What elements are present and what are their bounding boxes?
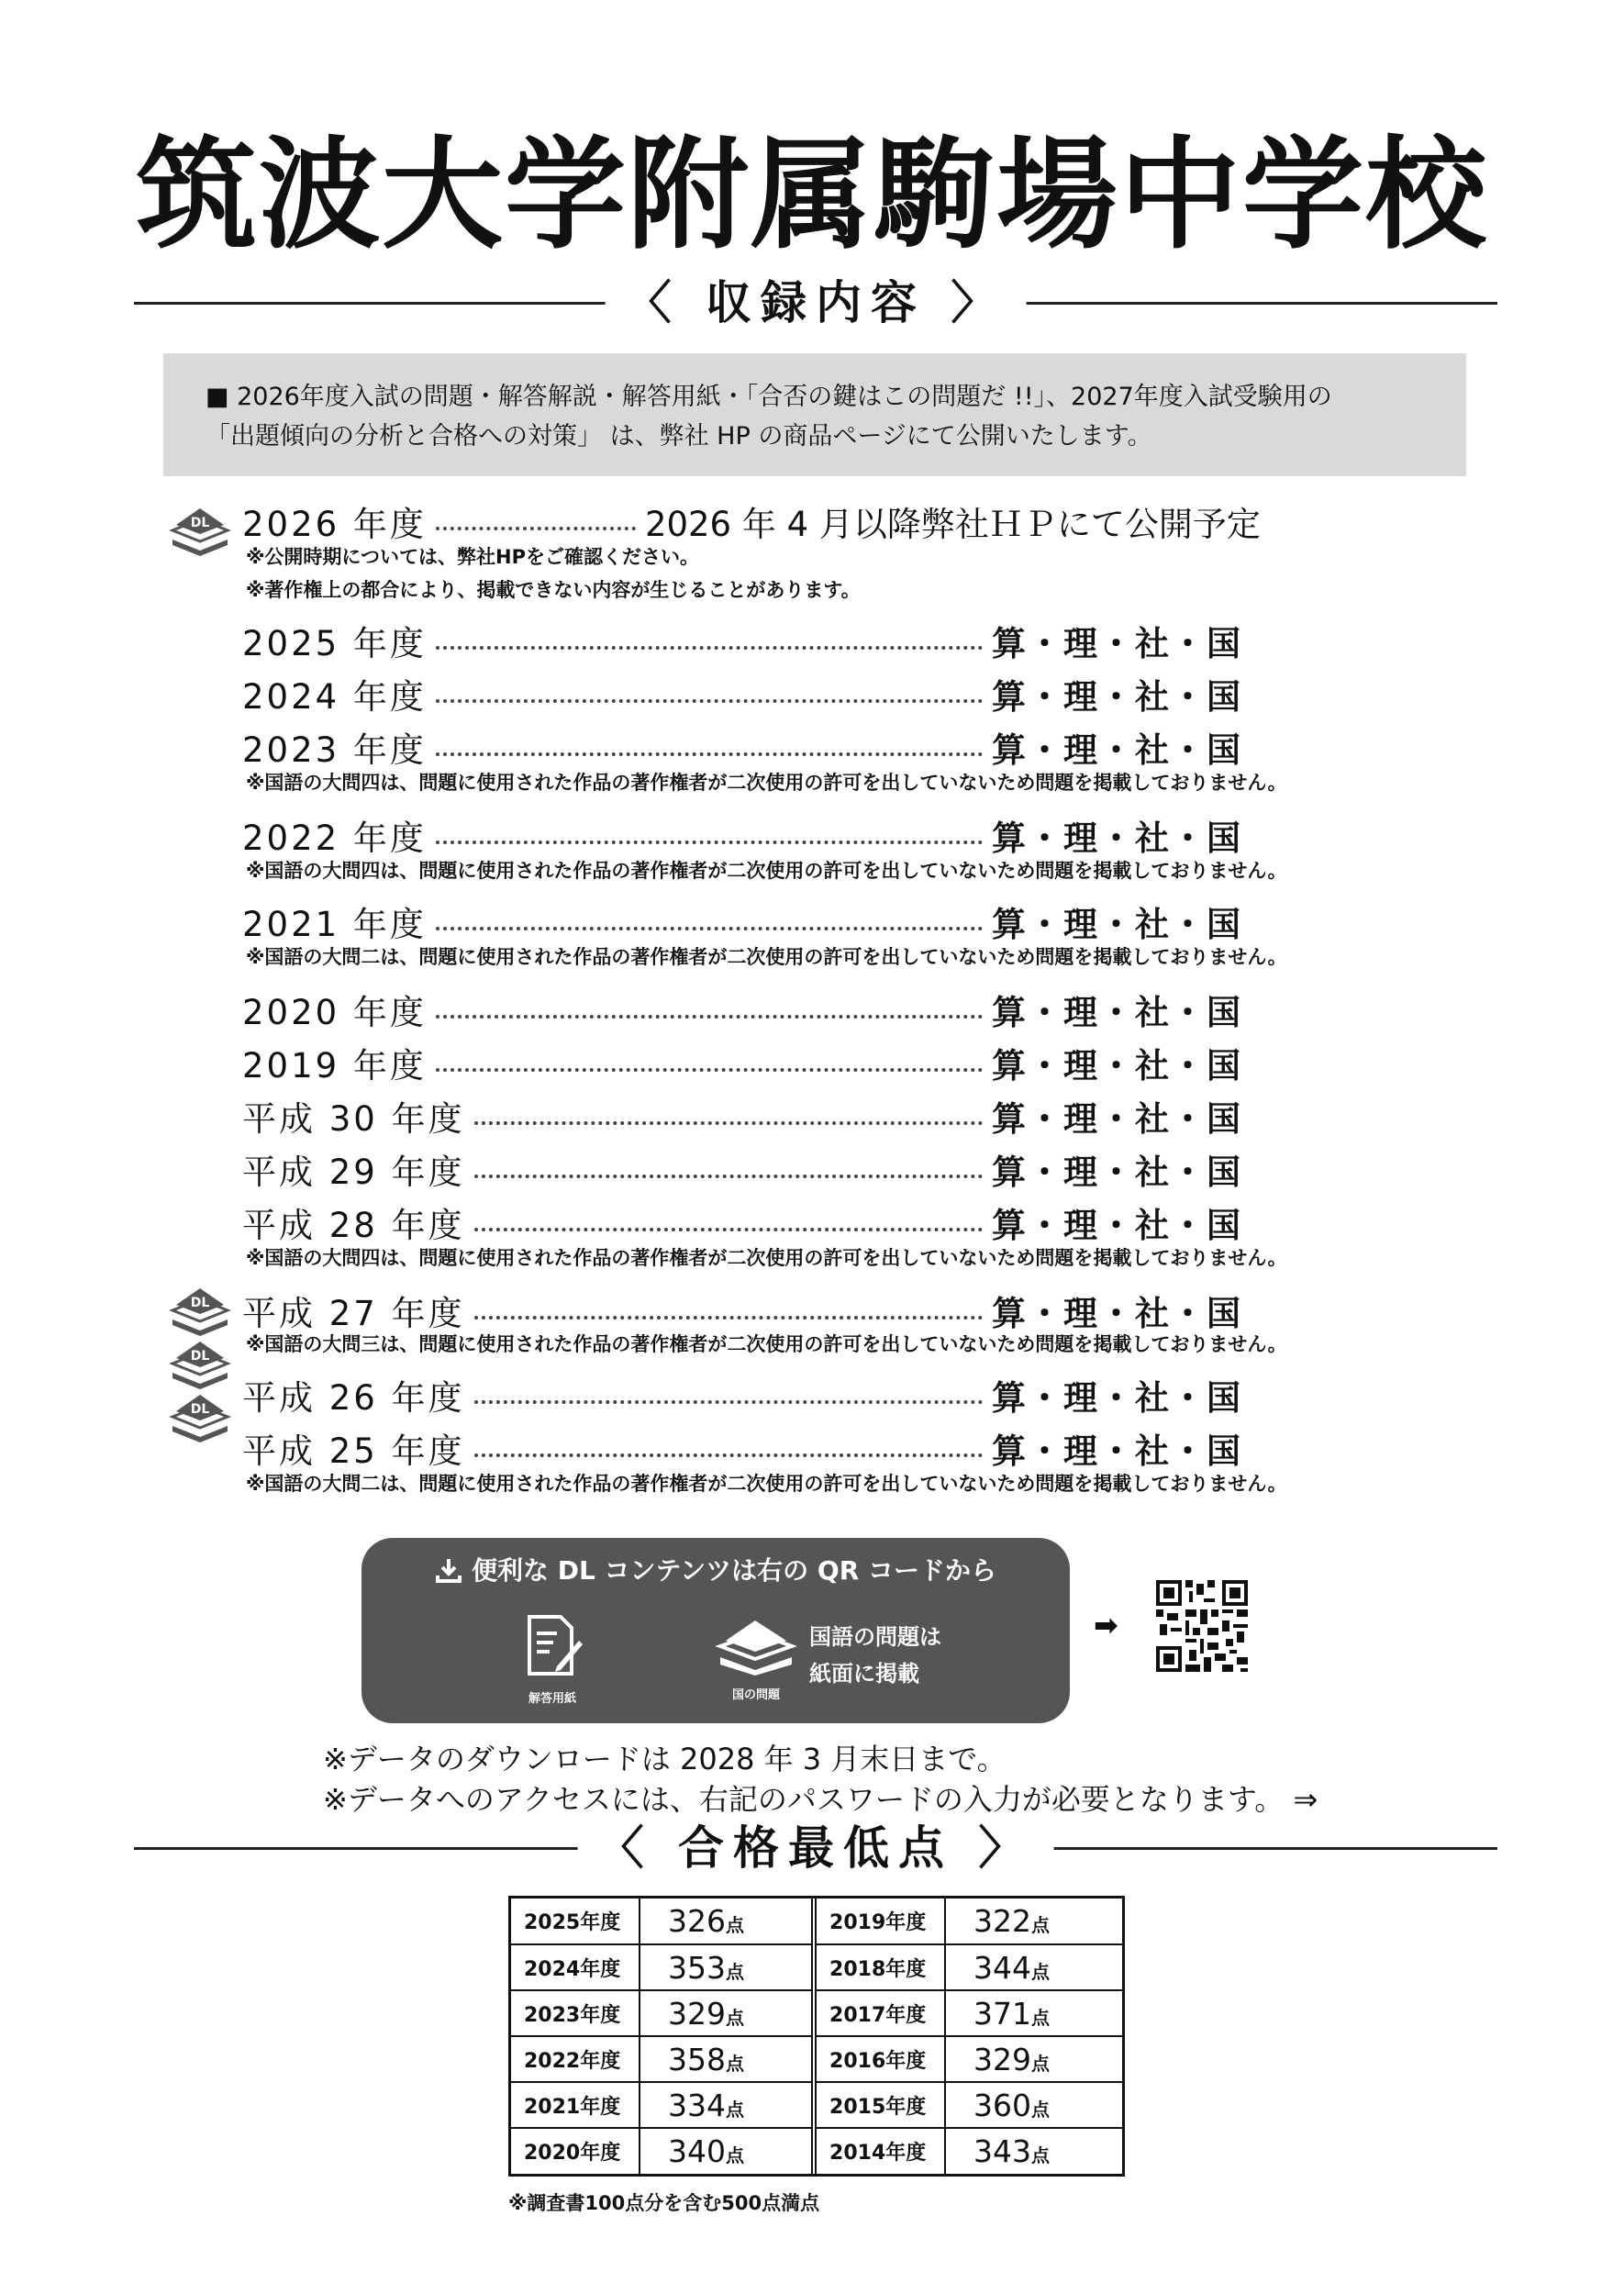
scores-footnote: ※調査書100点分を含む500点満点 <box>508 2192 820 2214</box>
year-label: 2021 年度 <box>242 905 427 944</box>
score-unit: 点 <box>726 1914 744 1936</box>
copyright-note: ※国語の大問四は、問題に使用された作品の著作権者が二次使用の許可を出していないため問題を掲載しておりません。 <box>246 860 1287 882</box>
score-number: 326 <box>668 1903 726 1939</box>
copyright-note: ※国語の大問三は、問題に使用された作品の著作権者が二次使用の許可を出していないため問題を掲載しておりません。 <box>246 1333 1287 1355</box>
score-unit: 点 <box>726 2052 744 2075</box>
year-label: 2022 年度 <box>242 818 427 858</box>
dl-box-heading-text: 便利な DL コンテンツは右の QR コードから <box>471 1555 997 1586</box>
subjects-label: 算・理・社・国 <box>992 1046 1242 1086</box>
score-value <box>640 2082 814 2128</box>
page-title: 筑波大学附属駒場中学校 <box>136 125 1488 266</box>
download-note-1: ※データのダウンロードは 2028 年 3 月末日まで。 <box>323 1742 1007 1776</box>
leader-dots <box>474 1195 983 1231</box>
subjects-label: 算・理・社・国 <box>992 1378 1242 1418</box>
leader-dots <box>436 894 983 930</box>
year-row <box>242 1039 1242 1086</box>
notice-line-2: 「出題傾向の分析と合格への対策」 は、弊社 HP の商品ページにて公開いたします。 <box>206 422 1152 451</box>
year-row <box>242 670 1242 718</box>
year-row <box>242 986 1242 1033</box>
score-number: 343 <box>973 2133 1032 2169</box>
download-book-icon <box>169 1336 231 1389</box>
score-unit: 点 <box>726 2144 744 2166</box>
year-row-2026 <box>242 497 1261 545</box>
score-number: 344 <box>973 1949 1032 1986</box>
subjects-label: 算・理・社・国 <box>992 730 1242 770</box>
table-row <box>511 1944 814 1990</box>
score-year: 2022年度 <box>511 2036 640 2082</box>
year-label: 2024 年度 <box>242 677 427 717</box>
score-year: 2015年度 <box>817 2082 945 2128</box>
year-label: 平成 30 年度 <box>242 1099 465 1139</box>
score-number: 322 <box>973 1903 1032 1939</box>
dl-icon-label: DL <box>190 1349 210 1364</box>
score-unit: 点 <box>1031 2144 1051 2166</box>
score-value <box>945 1990 1122 2036</box>
answer-sheet-icon <box>520 1613 584 1679</box>
leader-dots <box>474 1420 983 1457</box>
scores-table-right <box>817 1899 1122 2174</box>
table-row <box>817 2128 1122 2174</box>
subjects-label: 算・理・社・国 <box>992 1431 1242 1471</box>
table-row <box>817 2082 1122 2128</box>
release-note-1: ※公開時期については、弊社HPをご確認ください。 <box>246 546 699 568</box>
year-row <box>242 1145 1242 1193</box>
score-number: 353 <box>668 1949 726 1986</box>
subjects-label: 算・理・社・国 <box>992 905 1242 944</box>
subjects-label: 算・理・社・国 <box>992 993 1242 1032</box>
subjects-label: 算・理・社・国 <box>992 1153 1242 1192</box>
table-row <box>511 1899 814 1944</box>
qr-code[interactable] <box>1156 1580 1248 1672</box>
leader-dots <box>474 1367 983 1404</box>
score-unit: 点 <box>1031 2052 1051 2075</box>
score-value <box>945 1944 1122 1990</box>
score-year: 2017年度 <box>817 1990 945 2036</box>
score-unit: 点 <box>1031 2098 1051 2121</box>
table-row <box>511 2128 814 2174</box>
scores-table-left <box>511 1899 817 2174</box>
dl-box-heading <box>362 1551 1070 1587</box>
feature-answer-sheet <box>516 1613 589 1706</box>
leader-dots <box>474 1088 983 1125</box>
score-unit: 点 <box>1031 1960 1051 1983</box>
download-book-icon <box>169 503 231 556</box>
score-unit: 点 <box>726 1960 744 1983</box>
year-label: 平成 25 年度 <box>242 1431 465 1471</box>
subjects-label: 算・理・社・国 <box>992 1099 1242 1139</box>
year-row <box>242 723 1242 771</box>
score-number: 340 <box>668 2133 726 2169</box>
year-row <box>242 1092 1242 1140</box>
year-label: 平成 26 年度 <box>242 1378 465 1418</box>
dl-icon-label: DL <box>190 1402 210 1417</box>
table-row <box>511 2082 814 2128</box>
year-label: 2025 年度 <box>242 624 427 663</box>
year-row <box>242 1371 1242 1419</box>
feature-3-line-2: 紙面に掲載 <box>809 1661 919 1687</box>
leader-dots <box>436 613 983 650</box>
year-label: 2026 年度 <box>242 505 427 544</box>
score-year: 2019年度 <box>817 1899 945 1944</box>
feature-3-text <box>809 1619 941 1692</box>
year-row <box>242 1286 1242 1334</box>
leader-dots <box>436 494 636 530</box>
table-row <box>817 2036 1122 2082</box>
year-label: 2020 年度 <box>242 993 427 1032</box>
leader-dots <box>436 1035 983 1072</box>
contents-heading-label: 〈 収録内容 〉 <box>606 275 1027 330</box>
leader-dots <box>474 1283 983 1320</box>
score-value <box>640 2036 814 2082</box>
table-row <box>817 1990 1122 2036</box>
copyright-note: ※国語の大問四は、問題に使用された作品の著作権者が二次使用の許可を出していないため問題を掲載しておりません。 <box>246 1247 1287 1269</box>
score-year: 2016年度 <box>817 2036 945 2082</box>
score-number: 358 <box>668 2041 726 2077</box>
scores-table <box>508 1896 1125 2177</box>
dl-contents-box <box>362 1538 1070 1723</box>
notice-line-1: ■ 2026年度入試の問題・解答解説・解答用紙・「合否の鍵はこの問題だ !!」、2027年度入試受験用の <box>206 383 1332 411</box>
download-icon <box>435 1557 462 1583</box>
score-year: 2025年度 <box>511 1899 640 1944</box>
copyright-note: ※国語の大問四は、問題に使用された作品の著作権者が二次使用の許可を出していないため問題を掲載しておりません。 <box>246 772 1287 794</box>
score-number: 329 <box>973 2041 1032 2077</box>
dl-icon-label: DL <box>190 516 210 530</box>
scores-heading <box>134 1821 1497 1876</box>
score-value <box>945 2128 1122 2174</box>
year-row <box>242 1424 1242 1472</box>
leader-dots <box>474 1141 983 1178</box>
score-value <box>945 1899 1122 1944</box>
download-notes <box>323 1739 1318 1820</box>
year-row <box>242 617 1242 664</box>
leader-dots <box>436 666 983 703</box>
score-year: 2023年度 <box>511 1990 640 2036</box>
feature-2-caption: 国の問題 <box>731 1688 780 1702</box>
table-row <box>817 1899 1122 1944</box>
table-row <box>511 1990 814 2036</box>
leader-dots <box>436 719 983 756</box>
subjects-label: 算・理・社・国 <box>992 818 1242 858</box>
feature-1-caption: 解答用紙 <box>528 1692 576 1706</box>
year-row <box>242 1198 1242 1246</box>
score-value <box>640 1944 814 1990</box>
score-value <box>945 2082 1122 2128</box>
books-icon <box>715 1617 797 1676</box>
copyright-note: ※国語の大問二は、問題に使用された作品の著作権者が二次使用の許可を出していないため問題を掲載しておりません。 <box>246 1473 1287 1495</box>
year-label: 平成 29 年度 <box>242 1153 465 1192</box>
year-label: 2019 年度 <box>242 1046 427 1086</box>
score-number: 329 <box>668 1995 726 2032</box>
subjects-label: 算・理・社・国 <box>992 1294 1242 1333</box>
table-row <box>817 1944 1122 1990</box>
year-label: 2023 年度 <box>242 730 427 770</box>
feature-3-line-1: 国語の問題は <box>809 1624 941 1650</box>
score-unit: 点 <box>1031 1914 1051 1936</box>
scores-heading-label: 〈 合格最低点 〉 <box>578 1821 1054 1876</box>
year-label: 平成 27 年度 <box>242 1294 465 1333</box>
leader-dots <box>436 807 983 844</box>
score-unit: 点 <box>726 2006 744 2029</box>
feature-printed-questions <box>710 1617 802 1702</box>
score-unit: 点 <box>726 2098 744 2121</box>
dl-icon-label: DL <box>190 1296 210 1310</box>
score-number: 334 <box>668 2087 726 2123</box>
score-unit: 点 <box>1031 2006 1051 2029</box>
subjects-label: 算・理・社・国 <box>992 677 1242 717</box>
score-value <box>945 2036 1122 2082</box>
score-number: 371 <box>973 1995 1032 2032</box>
year-label: 平成 28 年度 <box>242 1206 465 1245</box>
download-note-2: ※データへのアクセスには、右記のパスワードの入力が必要となります。 ⇒ <box>323 1782 1318 1817</box>
subjects-label: 算・理・社・国 <box>992 624 1242 663</box>
score-year: 2020年度 <box>511 2128 640 2174</box>
subjects-label: 算・理・社・国 <box>992 1206 1242 1245</box>
year-row <box>242 897 1242 945</box>
year-row <box>242 811 1242 859</box>
leader-dots <box>436 982 983 1019</box>
download-book-icon <box>169 1389 231 1442</box>
copyright-note: ※国語の大問二は、問題に使用された作品の著作権者が二次使用の許可を出していないため問題を掲載しておりません。 <box>246 946 1287 968</box>
table-row <box>511 2036 814 2082</box>
release-note-2: ※著作権上の都合により、掲載できない内容が生じることがあります。 <box>246 579 861 601</box>
download-book-icon <box>169 1283 231 1336</box>
score-value <box>640 2128 814 2174</box>
score-year: 2021年度 <box>511 2082 640 2128</box>
arrow-icon: ➡ <box>1094 1608 1118 1643</box>
score-number: 360 <box>973 2087 1032 2123</box>
score-year: 2014年度 <box>817 2128 945 2174</box>
score-year: 2024年度 <box>511 1944 640 1990</box>
score-year: 2018年度 <box>817 1944 945 1990</box>
release-plan: 2026 年 4 月以降弊社ＨＰにて公開予定 <box>644 505 1261 544</box>
score-value <box>640 1990 814 2036</box>
score-value <box>640 1899 814 1944</box>
